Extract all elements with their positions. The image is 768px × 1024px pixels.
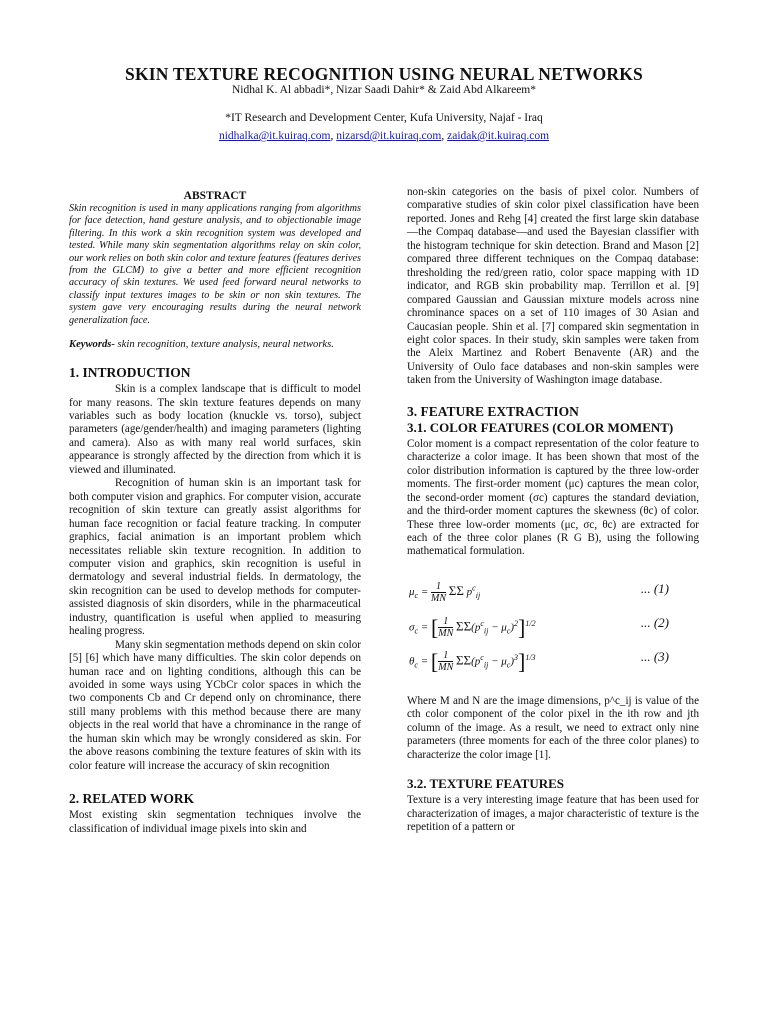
email-list bbox=[0, 130, 768, 142]
equation-1-formula: $\mu_c$ = $\frac{1}{MN}$ ΣΣ $p^c_{ij}$ bbox=[409, 580, 481, 604]
keywords-label: Keywords- bbox=[69, 339, 115, 351]
related-paragraph-start: Most existing skin segmentation techniques involve the classification of individual image pixels into skin and bbox=[69, 809, 361, 835]
intro-paragraph-1: Skin is a complex landscape that is difficult to model for many reasons. The skin texture features depends on many variables such as body location (knuckle vs. torso), subject parameters (age/gender/health) and imaging parameters (lighting and camera). Also as with many real world surfaces, skin appearance is strongly affected by the direction from which it is viewed and illuminated. bbox=[69, 383, 361, 476]
equation-2-formula: $\sigma_c$ = [ $\frac{1}{MN}$ $\Sigma\Sigma(p^c_{ij} - \mu_c)^2]^{1/2}$ bbox=[409, 614, 536, 640]
texture-paragraph-start: Texture is a very interesting image feature that has been used for characterization of images, a major characteristic of texture is the repetition of a pattern or bbox=[407, 794, 699, 834]
intro-paragraph-2: Recognition of human skin is an important task for both computer vision and graphics. For computer vision, accurate recognition of skin texture can greatly assist algorithms for human face recognition or facial feature tracking. In computer graphics, facial animation is an important problem which necessitates reliable skin texture recognition. In addition to computer vision and graphics, skin recognition is useful in dermatology and several industrial fields. In dermatology, the skin recognition can be used to develop methods for computer-assisted diagnosis of skin disorders, while in the pharmaceutical industry, quantification is useful when applied to measuring healing progress. bbox=[69, 477, 361, 638]
subsection-heading-texture-features: 3.2. TEXTURE FEATURES bbox=[407, 776, 564, 792]
email-separator: , bbox=[330, 130, 337, 142]
equation-3-number: ... (3) bbox=[640, 648, 669, 664]
equation-2 bbox=[407, 609, 699, 639]
related-paragraph-continued: non-skin categories on the basis of pixel color. Numbers of comparative studies of skin color pixel classification have been reported. Jones and Rehg [4] created the first large skin database—the Compaq database—and used the Bayesian classifier with the histogram technique for skin detection. Brand and Mason [2] compared three different techniques on the Compaq database: thresholding the red/green ratio, color space mapping with 1D indicator, and RGB skin probability map. Terrillon et al. [9] compared Gaussian and Gaussian mixture models across nine chrominance spaces on a set of 110 images of 30 Asian and Caucasian people. Shin et al. [7] compared skin segmentation in eight color spaces. In their study, skin samples were taken from the Aleix Martinez and Robert Benavente (AR) and the University of Oulo face databases and non-skin samples were taken from the University of Washington image database. bbox=[407, 186, 699, 387]
section-heading-related-work: 2. RELATED WORK bbox=[69, 791, 195, 807]
keywords bbox=[69, 338, 361, 351]
abstract-text: Skin recognition is used in many applications ranging from algorithms for face detection, hand gesture analysis, and to objectionable image filtering. In this work a skin recognition system was developed and tested. While many skin segmentation algorithms relay on skin color, our work relies on both skin color and texture features (features derives from the GLCM) to give a better and more efficient recognition accuracy of skin textures. We used feed forward neural networks to classify input textures images to be skin or non skin textures. The system gave very encouraging results during the neural network generalization face. bbox=[69, 203, 361, 326]
subsection-heading-color-features: 3.1. COLOR FEATURES (COLOR MOMENT) bbox=[407, 419, 674, 435]
paper-title: SKIN TEXTURE RECOGNITION USING NEURAL NETWORKS bbox=[125, 64, 643, 84]
equation-3 bbox=[407, 643, 699, 673]
equation-3-formula: $\theta_c$ = [ $\frac{1}{MN}$ $\Sigma\Sigma(p^c_{ij} - \mu_c)^3]^{1/3}$ bbox=[409, 648, 536, 674]
equation-2-number: ... (2) bbox=[640, 614, 669, 630]
email-separator: , bbox=[441, 130, 448, 142]
email-link-1[interactable]: nidhalka@it.kuiraq.com bbox=[218, 130, 331, 142]
section-heading-introduction: 1. INTRODUCTION bbox=[69, 365, 191, 381]
abstract-heading: ABSTRACT bbox=[183, 190, 247, 202]
keywords-text: skin recognition, texture analysis, neural networks. bbox=[114, 339, 334, 351]
right-column bbox=[407, 186, 699, 835]
equation-1 bbox=[407, 575, 699, 605]
affiliation: *IT Research and Development Center, Kufa University, Najaf - Iraq bbox=[225, 112, 543, 124]
email-link-3[interactable]: zaidak@it.kuiraq.com bbox=[447, 130, 550, 142]
intro-paragraph-3: Many skin segmentation methods depend on skin color [5] [6] which have many difficulties. The skin color depends on human race and on lighting conditions, although this can be avoided in some ways using YCbCr color spaces in which the two components Cb and Cr depend only on chrominance, there still many problems with this method because there are many objects in the real world that have a chrominance in the range of the human skin which may be wrongly considered as skin. For the above reasons combining the texture features of skin with its color feature will increase the accuracy of skin recognition bbox=[69, 638, 361, 772]
email-link-2[interactable]: nizarsd@it.kuiraq.com bbox=[336, 130, 442, 142]
equation-1-number: ... (1) bbox=[640, 580, 669, 596]
author-list: Nidhal K. Al abbadi*, Nizar Saadi Dahir* & Zaid Abd Alkareem* bbox=[231, 84, 537, 96]
moment-explanation-paragraph: Where M and N are the image dimensions, p^c_ij is value of the cth color component of the color pixel in the ith row and jth column of the image. As a result, we need to extract only nine parameters (three moments for each of the three color planes) to characterize the color image [1]. bbox=[407, 694, 699, 761]
color-moment-paragraph: Color moment is a compact representation of the color feature to characterize a color image. It has been shown that most of the color distribution information is captured by the three low-order moments. The first-order moment (μc) captures the mean color, the second-order moment (σc) captures the standard deviation, and the third-order moment captures the skewness (θc) of color. These three low-order moments (μc, σc, θc) are extracted for each of the three color planes (R G B), using the following mathematical formulation. bbox=[407, 437, 699, 558]
left-column bbox=[69, 189, 361, 836]
section-heading-feature-extraction: 3. FEATURE EXTRACTION bbox=[407, 403, 579, 419]
